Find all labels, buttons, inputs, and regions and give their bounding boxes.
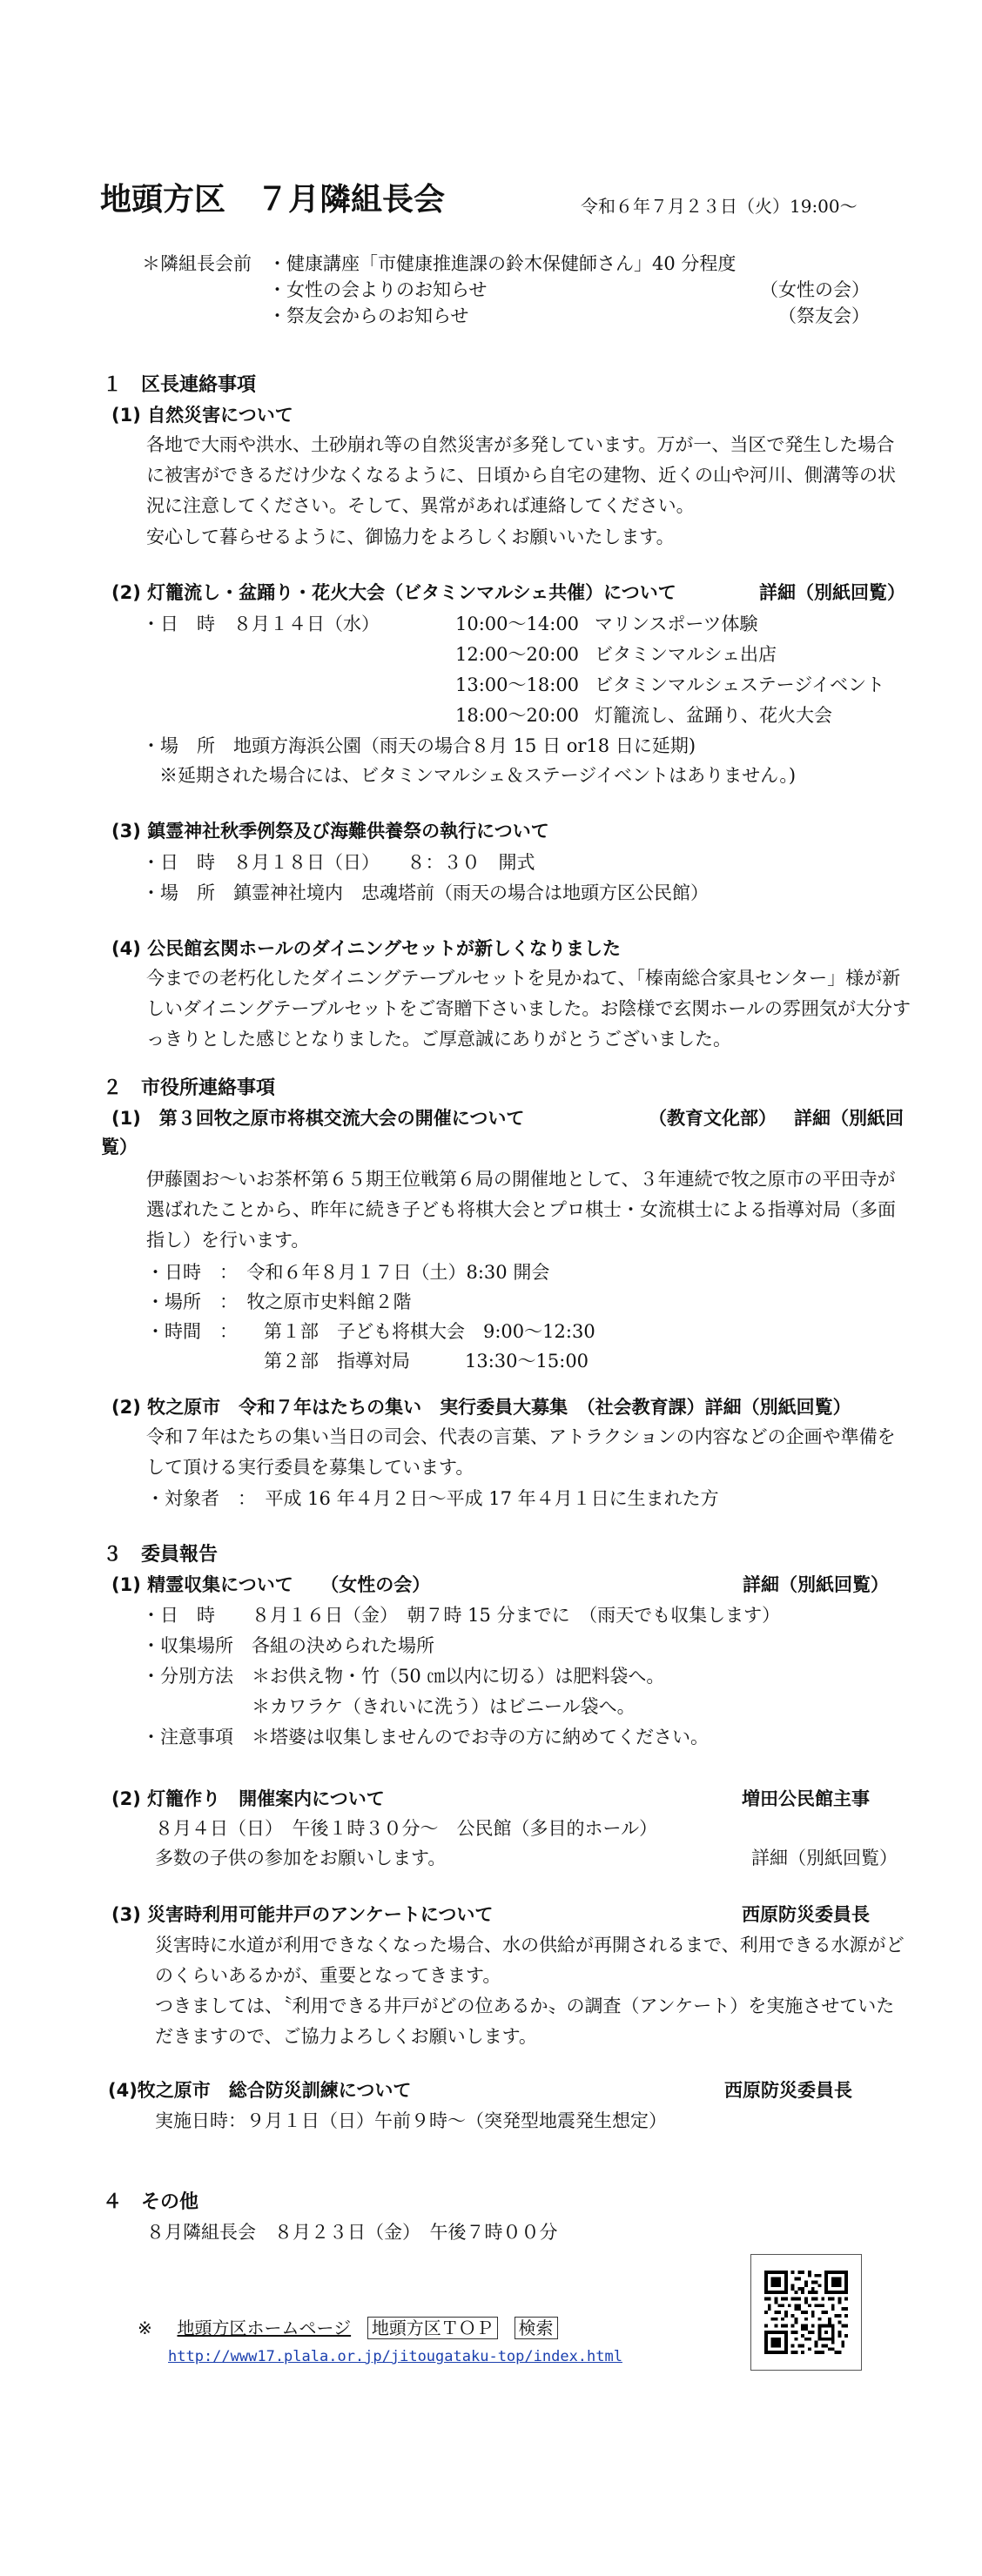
schedule-event: ビタミンマルシェステージイベント [595, 674, 885, 695]
item-2-1-detail-cont: 覧） [101, 1137, 138, 1157]
item-3-2-line2: 多数の子供の参加をお願いします。 [155, 1848, 447, 1868]
preface-item: ・祭友会からのお知らせ [268, 305, 469, 326]
item-3-1-row: ・日 時 ８月１６日（金） 朝７時 15 分までに （雨天でも収集します） [142, 1605, 781, 1626]
item-3-4-body: 実施日時：９月１日（日）午前９時～（突発型地震発生想定） [155, 2110, 667, 2131]
section-4-title: ４ その他 [103, 2191, 199, 2213]
item-3-1-title: (1) 精霊収集について （女性の会） [111, 1574, 431, 1595]
item-2-1-time-label: ・時間 ： [146, 1321, 238, 1342]
item-3-3-title: (3) 災害時利用可能井戸のアンケートについて [111, 1904, 494, 1925]
item-1-4-body: 今までの老朽化したダイニングテーブルセットを見かねて、「榛南総合家具センター」様が新しいダイニングテーブルセットをご寄贈下さいました。お陰様で玄関ホールの雰囲気が大分すっきりとした感じとなりました。ご厚意誠にありがとうございました。 [146, 968, 911, 1050]
item-2-1-part1: 第１部 子ども将棋大会 9:00～12:30 [264, 1321, 595, 1342]
preface-item: ・女性の会よりのお知らせ [268, 279, 488, 300]
item-1-1-title: (1) 自然災害について [111, 405, 293, 426]
item-2-1-dept: （教育文化部） [649, 1108, 777, 1129]
schedule-event: ビタミンマルシェ出店 [595, 644, 777, 665]
homepage-link[interactable]: 地頭方区ホームページ [177, 2318, 352, 2338]
item-3-1-row: ・収集場所 各組の決められた場所 [142, 1635, 434, 1656]
item-1-1-body: 各地で大雨や洪水、土砂崩れ等の自然災害が多発しています。万が一、当区で発生した場合に被害ができるだけ少なくなるように、日頃から自宅の建物、近くの山や河川、側溝等の状況に注意してください。そして、異常があれば連絡してください。 [146, 434, 896, 516]
item-3-2-title: (2) 灯籠作り 開催案内について [111, 1788, 385, 1809]
page-title: 地頭方区 ７月隣組長会 [100, 182, 446, 218]
item-2-1-place: ・場所 ： 牧之原市史料館２階 [146, 1291, 412, 1312]
item-3-3-body2: つきましては、〝利用できる井戸がどの位あるか〟の調査（アンケート）を実施させていただきますので、ご協力よろしくお願いします。 [155, 1996, 895, 2047]
meeting-date: 令和６年７月２３日（火）19:00～ [581, 196, 858, 217]
item-3-4-title: (4)牧之原市 総合防災訓練について [108, 2080, 412, 2101]
item-3-3-body: 災害時に水道が利用できなくなった場合、水の供給が再開されるまで、利用できる水源がどのくらいあるかが、重要となってきます。 [155, 1935, 905, 1986]
item-2-2-target: ・対象者 ： 平成 16 年４月２日～平成 17 年４月１日に生まれた方 [146, 1488, 719, 1509]
item-1-3-date: ・日 時 ８月１８日（日） ８：３０ 開式 [142, 852, 535, 873]
item-2-2-body: 令和７年はたちの集い当日の司会、代表の言葉、アトラクションの内容などの企画や準備をして頂ける実行委員を募集しています。 [146, 1426, 896, 1478]
item-2-1-title: (1) 第３回牧之原市将棋交流大会の開催について [111, 1108, 525, 1129]
item-1-2-detail: 詳細（別紙回覧） [759, 582, 905, 603]
item-3-1-row: ・注意事項 ＊塔婆は収集しませんのでお寺の方に納めてください。 [142, 1727, 709, 1748]
preface-tag: （祭友会） [778, 305, 870, 326]
item-3-2-org: 増田公民館主事 [742, 1788, 870, 1809]
top-button[interactable]: 地頭方区ＴＯＰ [367, 2317, 498, 2339]
note-mark: ※ [138, 2318, 152, 2338]
item-3-3-org: 西原防災委員長 [742, 1904, 870, 1925]
qr-code-frame [750, 2254, 862, 2371]
schedule-event: 灯籠流し、盆踊り、花火大会 [595, 705, 832, 726]
item-2-1-date: ・日時 ： 令和６年８月１７日（土）8:30 開会 [146, 1262, 550, 1283]
item-2-1-part2: 第２部 指導対局 13:30～15:00 [264, 1351, 589, 1372]
preface-tag: （女性の会） [760, 279, 870, 300]
item-2-1-body: 伊藤園お～いお茶杯第６５期王位戦第６局の開催地として、３年連続で牧之原市の平田寺が選ばれたことから、昨年に続き子ども将棋大会とプロ棋士・女流棋士による指導対局（多面指し）を行います。 [146, 1169, 896, 1251]
item-1-1-body2: 安心して暮らせるように、御協力をよろしくお願いいたします。 [146, 527, 675, 547]
preface-label: ＊隣組長会前 [142, 253, 252, 274]
item-1-3-title: (3) 鎮霊神社秋季例祭及び海難供養祭の執行について [111, 821, 549, 842]
section-1-title: １ 区長連絡事項 [103, 374, 257, 396]
item-3-2-line1: ８月４日（日） 午後１時３０分～ 公民館（多目的ホール） [155, 1818, 658, 1839]
item-1-4-title: (4) 公民館玄関ホールのダイニングセットが新しくなりました [111, 938, 622, 959]
search-button[interactable]: 検索 [515, 2317, 558, 2339]
item-3-4-org: 西原防災委員長 [724, 2080, 852, 2101]
section-3-title: ３ 委員報告 [103, 1544, 219, 1566]
item-2-1-detail: 詳細（別紙回 [794, 1108, 904, 1129]
item-3-1-detail: 詳細（別紙回覧） [743, 1574, 889, 1595]
schedule-time: 10:00～14:00 [455, 614, 580, 634]
homepage-url[interactable]: http://www17.plala.or.jp/jitougataku-top/index.html [168, 2348, 622, 2365]
item-1-3-place: ・場 所 鎮霊神社境内 忠魂塔前（雨天の場合は地頭方区公民館） [142, 882, 709, 903]
item-3-2-detail: 詳細（別紙回覧） [751, 1848, 898, 1868]
schedule-time: 18:00～20:00 [455, 705, 580, 726]
qr-code-icon [764, 2267, 848, 2358]
item-2-2-title: (2) 牧之原市 令和７年はたちの集い 実行委員大募集 （社会教育課）詳細（別紙回覧） [111, 1397, 851, 1418]
item-3-1-row: ＊カワラケ（きれいに洗う）はビニール袋へ。 [142, 1696, 636, 1717]
item-1-2-date: ・日 時 ８月１４日（水） [142, 614, 380, 634]
schedule-event: マリンスポーツ体験 [595, 614, 758, 634]
section-2-title: ２ 市役所連絡事項 [103, 1077, 276, 1099]
section-4-body: ８月隣組長会 ８月２３日（金） 午後７時００分 [146, 2222, 558, 2243]
schedule-time: 13:00～18:00 [455, 674, 580, 695]
item-1-2-place: ・場 所 地頭方海浜公園（雨天の場合８月 15 日 or18 日に延期) [142, 735, 696, 756]
preface-item: ・健康講座「市健康推進課の鈴木保健師さん」40 分程度 [268, 253, 736, 274]
schedule-time: 12:00～20:00 [455, 644, 580, 665]
footer-links [138, 2315, 558, 2341]
item-3-1-row: ・分別方法 ＊お供え物・竹（50 ㎝以内に切る）は肥料袋へ。 [142, 1666, 665, 1687]
item-1-2-note: ※延期された場合には、ビタミンマルシェ＆ステージイベントはありません。) [159, 765, 797, 786]
item-1-2-title: (2) 灯籠流し・盆踊り・花火大会（ビタミンマルシェ共催）について [111, 582, 676, 603]
